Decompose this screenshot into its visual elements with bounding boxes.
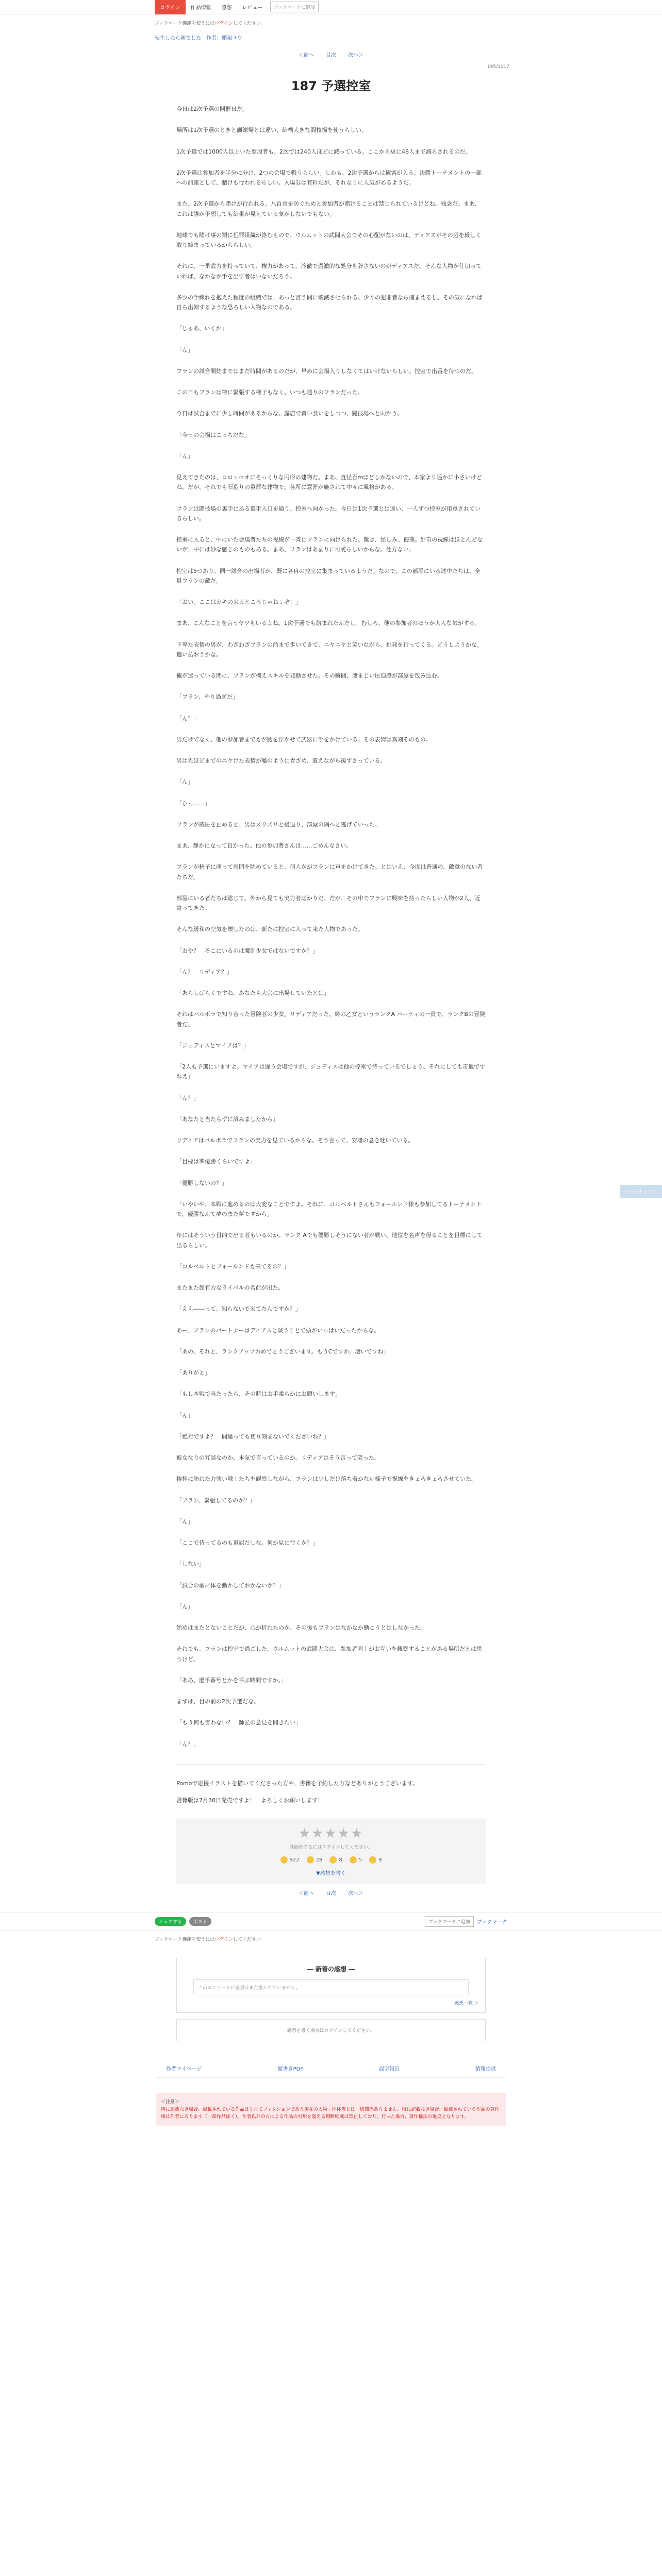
reactions xyxy=(176,1856,486,1863)
body-paragraph: 年にはそういう目的で出る者もいるのか。ランク Aでも優勝しそうにない者が戦い、地位を名声を得ることを目標にして出るらしい。 xyxy=(176,1232,483,1249)
body-paragraph: 挨拶に訪れた力強い戦士たちを観察しながら、フランは少しだけ落ち着かない様子で視線をきょろきょろさせていた。 xyxy=(176,1476,477,1483)
reaction-count: 5 xyxy=(358,1857,362,1863)
body-paragraph: 「ええ――って、知らないで来てたんですか？」 xyxy=(176,1306,301,1313)
body-paragraph: 部屋にいる者たちは総じて、外から見ても実力者ばかりだ。だが、その中でフランに興味を持ったらしい人物が2人、近寄ってきた。 xyxy=(176,894,481,911)
review-box xyxy=(176,1958,486,2013)
body-paragraph: 「ありがと」 xyxy=(176,1369,210,1376)
reaction-count: 922 xyxy=(289,1857,300,1863)
notice-suffix: してください。 xyxy=(233,21,266,26)
cry-icon xyxy=(350,1856,357,1863)
top-nav xyxy=(0,0,662,14)
body-paragraph: 「ん」 xyxy=(176,1518,193,1525)
body-paragraph: 俺が迷っている間に、フランが構えスキルを発動させた。その瞬間、凄まじい圧迫感が部屋を包み込む。 xyxy=(176,672,443,679)
body-paragraph: 男は先ほどまでのニヤけた表情が嘘のように青ざめ、震えながら後ずさっている。 xyxy=(176,757,386,764)
notice-login-link-bottom[interactable]: ログイン xyxy=(214,1937,233,1943)
body-paragraph: まずは、目の前の2次予選だな。 xyxy=(176,1698,259,1705)
body-paragraph: 「しない」 xyxy=(176,1561,205,1568)
body-paragraph: 「フラン、やり過ぎだ」 xyxy=(176,693,239,701)
notice-prefix: ブックマーク機能を使うには xyxy=(155,21,215,26)
body-paragraph: 控室に入ると、中にいた会場者たちの視線が一斉にフランに向けられた。驚き、怪しみ、侮蔑。好奇の視線はほとんどないが、中には妙な感じのものもある。まあ、フランはあまりに可愛らしいからな。仕方ない。 xyxy=(176,536,483,553)
review-more-link[interactable]: 感想一覧 ＞ xyxy=(454,2001,479,2007)
afterword xyxy=(176,1778,486,1806)
body-paragraph: 下卑た表情の男が、わざわざフランの前まで歩いてきて、ニヤニヤと笑いながら、挑発を行ってくる。どうしようかな。追い払おうかな。 xyxy=(176,641,483,658)
body-paragraph: 今日は試合までに少し時間があるからな。露店で買い食いをしつつ、闘技場へと向かう。 xyxy=(176,410,403,417)
footer-note xyxy=(156,2093,506,2126)
afterword-paragraph: Pomoで応援イラストを描いてくださった方や、書籍を予約した方などありがとうございます。 xyxy=(176,1780,418,1787)
body-paragraph: それはパルボラで知り合った冒険者の少女、リディアだった。緋の乙女というランクA パーティの一員で、ランクBの冒険者だ。 xyxy=(176,1011,485,1028)
body-paragraph: 「フラン、緊張してるのか？」 xyxy=(176,1497,256,1504)
login-button[interactable]: ログイン xyxy=(155,0,186,14)
afterword-paragraph: 書籍版は7月30日発売ですよ！ よろしくお願いします！ xyxy=(176,1797,323,1804)
pager-top xyxy=(0,50,662,58)
body-paragraph: それに、一番武力を持っていて、権力があって、冷徹で過激的な処分も辞さないのがディアスだ。そんな人物が仕切っていれば、なかなか手を出す者はいないだろう。 xyxy=(176,263,482,280)
body-paragraph: 「あの、それと、ランクアップおめでとうございます。もうCですか。凄いですね」 xyxy=(176,1348,389,1355)
notice-login-link[interactable]: ログイン xyxy=(214,21,233,26)
body-paragraph: 「優勝しないの？」 xyxy=(176,1179,227,1187)
review-login-note: 感想を書く場合はログインしてください。 xyxy=(176,2019,486,2041)
bottom-bar xyxy=(0,1912,662,1930)
next-link[interactable]: 次へ＞ xyxy=(348,53,364,58)
nav-item-reviews[interactable]: レビュー xyxy=(242,5,263,11)
page-top-button[interactable]: ページトップへ xyxy=(620,1185,662,1198)
heart-icon xyxy=(307,1856,314,1863)
body-paragraph: あー、フランのパートナーはディアスと戦うことで頭がいっぱいだったからな。 xyxy=(176,1327,380,1334)
notice-suffix-bottom: してください。 xyxy=(233,1937,266,1943)
body-paragraph: フランは闘技場の裏手にある選手入口を通り、控室へ向かった。今日は1次予選とは違い、一人ずつ控室が用意されているらしい。 xyxy=(176,505,481,522)
body-paragraph: 始めはまたとないことだが、心が折れたのか、その後もフランはなかなか動こうとはしなかった。 xyxy=(176,1624,426,1631)
body-paragraph: 「試合の前に体を動かしておかないか？」 xyxy=(176,1582,284,1589)
body-paragraph: フランの試合開始まではまだ時間があるのだが、早めに会場入りしなくてはいけないらしい。控室で出番を待つのだ。 xyxy=(176,367,477,375)
bookmark-add-button[interactable]: ブックマークに追加 xyxy=(270,2,319,12)
body-paragraph: 「絶対ですよ？ 間違っても切り刻まないでくださいね？」 xyxy=(176,1433,329,1440)
body-paragraph: 彼女なりの冗談なのか、本気で言っているのか。リディアはそう言って笑った。 xyxy=(176,1454,380,1461)
review-title: ― 新着の感想 ― xyxy=(307,1965,355,1973)
footer-note-text: 特に記載なき場合、掲載されている作品はすべてフィクションであり実在の人物・団体等とは一切関係ありません。特に記載なき場合、掲載されている作品の著作権は作者にあります（一部作品除く）。作者以外の方による作品の引用を超える無断転載は禁止しており、行った場合、著作権法の違反となります。 xyxy=(161,2107,500,2120)
footer-link-info[interactable]: 情報提供 xyxy=(475,2066,496,2073)
rating-note: 評価をするにはログインしてください。 xyxy=(289,1845,373,1851)
body-paragraph: 多少の手練れを抱えた程度の組織では、あっと言う間に壊滅させられる。少々の犯罪者なら捕まえるし、その気になれば自ら出陣するような恐ろしい人物なのである。 xyxy=(176,294,483,311)
toc-link[interactable]: 目次 xyxy=(326,53,336,58)
body-paragraph: また、2次予選から賭けが行われる。八百長を防ぐためと参加者が賭けることは禁じられているけどね。残念だ。まあ、これは誰が予想しても結果が見えている気がしないでもない。 xyxy=(176,200,481,217)
body-paragraph: 「ん」 xyxy=(176,778,193,786)
pager-bottom xyxy=(0,1889,662,1896)
body-paragraph: まあ、こんなことを言うヤツもいるよね。1次予選でも絡まれたんだし。むしろ、他の参加者のほうが大人な気がする。 xyxy=(176,620,481,627)
body-paragraph: 「今日の会場はこっちだな」 xyxy=(176,431,250,438)
body-paragraph: 「ひっ……」 xyxy=(176,800,210,807)
body-paragraph: 「おや？ そこにいるのは魔剣少女ではないですか？」 xyxy=(176,947,318,954)
body-paragraph: 「ん」 xyxy=(176,1412,193,1419)
body-paragraph: 地球でも賭け事の類に犯罪組織が絡むもので、ウルムットの武闘大会でその心配がないのは、ディアスがその辺を厳しく取り締まっているかららしい。 xyxy=(176,231,482,248)
footer-links xyxy=(156,2059,506,2078)
body-paragraph: 2次予選は参加者を半分に分け、2つの会場で戦うらしい。しかも、2次予選からは観客が入る。決勝トーナメントの一部への前座として、賭けも行われるらしい。入場券は有料だが、それなりに人気があるようだ。 xyxy=(176,169,482,186)
nav-item-impressions[interactable]: 感想 xyxy=(221,5,232,11)
footer-link-pdf[interactable]: 縦書きPDF xyxy=(277,2066,304,2073)
body-paragraph: 控室は5つあり、同一試合の出場者が、既に各自の控室に集まっているようだ。なので、この部屋にいる連中たちは、全員フランの敵だ。 xyxy=(176,567,481,584)
body-paragraph: まあ、静かになって良かった。他の参加者さんは……ごめんなさい。 xyxy=(176,842,352,849)
body-paragraph: 「もし本戦で当たったら、その時はお手柔らかにお願いします」 xyxy=(176,1391,341,1398)
bookmark-add-button-bottom[interactable]: ブックマークに追加 xyxy=(425,1916,473,1927)
next-link-bottom[interactable]: 次へ＞ xyxy=(348,1891,364,1897)
body-paragraph: 今日は2次予選の開催日だ。 xyxy=(176,106,248,112)
body-paragraph: またまた超有力なライバルの名前が出た。 xyxy=(176,1284,284,1291)
body-paragraph: この日もフランは特に緊張する様子もなく、いつも通りのフランだった。 xyxy=(176,389,363,396)
thumbs-up-icon xyxy=(280,1856,288,1863)
prev-link-bottom[interactable]: ＜前へ xyxy=(298,1891,314,1897)
body-paragraph: 「ん？」 xyxy=(176,715,199,722)
reaction-button[interactable] xyxy=(307,1856,323,1863)
body-paragraph: 「おい、ここはガキの来るところじゃねぇぞ！」 xyxy=(176,599,301,605)
body-paragraph: 「ん」 xyxy=(176,1603,193,1610)
rating-stars[interactable]: ★★★★★ xyxy=(298,1826,364,1842)
body-paragraph: 「ん」 xyxy=(176,452,193,460)
body-paragraph: それでも、フランは控室で過ごした。ウルムットの武闘大会は、参加者同士がお互いを観察することがある場所だとは思うけど。 xyxy=(176,1646,483,1663)
notice-prefix-bottom: ブックマーク機能を使うには xyxy=(155,1937,215,1943)
body-paragraph: フランが威圧を止めると、男はズリズリと後退り、部屋の隅へと逃げていった。 xyxy=(176,821,380,828)
bookmark-notice xyxy=(0,14,662,31)
body-paragraph: 「目標は準優勝くらいですよ」 xyxy=(176,1158,256,1165)
chapter-title: 187 予選控室 xyxy=(291,79,371,93)
chapter-body xyxy=(176,104,486,1749)
body-paragraph: 「もう何も言わない？ 師匠の意見を聞きたい」 xyxy=(176,1719,301,1726)
body-paragraph: 場所は1次予選のときと訓練場とは違い、結構大きな闘技場を使うらしい。 xyxy=(176,127,367,134)
toc-link-bottom[interactable]: 目次 xyxy=(326,1891,336,1897)
reaction-button[interactable] xyxy=(350,1856,362,1863)
reaction-count: 28 xyxy=(316,1857,323,1863)
rating-box xyxy=(176,1819,486,1884)
body-paragraph: 「いやいや。本戦に進めるのは大変なことですよ。それに、コルベルトさんもフォールンド様も参加してるトーナメントで、優勝なんて夢のまた夢ですから」 xyxy=(176,1200,482,1217)
body-paragraph: 「ここで待ってるのも退屈だしな。何か見に行くか？」 xyxy=(176,1539,318,1546)
footer-note-title: ＜注意＞ xyxy=(161,2099,180,2105)
body-paragraph: 「ん」 xyxy=(176,346,193,353)
body-paragraph: 「じゃあ、いくか」 xyxy=(176,325,227,332)
reaction-button[interactable] xyxy=(329,1856,342,1863)
body-paragraph: 「コルベルトとフォールンドも来てるの？」 xyxy=(176,1263,289,1270)
body-paragraph: 「ああ、選手番号とかを呼ぶ時間ですか。」 xyxy=(176,1676,287,1684)
body-paragraph: 「あらしばらくですね。あなたも大会に出場していたとは」 xyxy=(176,990,329,996)
reaction-count: 9 xyxy=(378,1857,382,1863)
prev-link[interactable]: ＜前へ xyxy=(298,53,314,58)
reaction-count: 8 xyxy=(339,1857,342,1863)
body-paragraph: 「2人も予選にいますよ。マイアは違う会場ですが、ジュディスは他の控室で待っているでしょう。それにしても奇遇ですねえ」 xyxy=(176,1063,486,1080)
nav-item-info[interactable]: 作品情報 xyxy=(190,5,211,11)
body-paragraph: フランが椅子に座って周囲を眺めていると、何人かがフランに声をかけてきた。とはいえ、今度は普通の、敵意のない者たちだ。 xyxy=(176,863,483,880)
bookmark-link[interactable]: ブックマーク xyxy=(476,1919,507,1925)
footer-link-typo[interactable]: 誤字報告 xyxy=(379,2066,400,2073)
write-impression-link[interactable]: ▼感想を書く xyxy=(316,1871,346,1877)
reaction-button[interactable] xyxy=(369,1856,382,1863)
share-button[interactable]: シェアする xyxy=(155,1917,186,1926)
body-paragraph: そんな緩和の空気を壊したのは、新たに控室に入って来た人物であった。 xyxy=(176,926,363,933)
footer-link-author[interactable]: 作者マイページ xyxy=(166,2066,202,2073)
laugh-icon xyxy=(329,1856,337,1863)
bookmark-notice-bottom xyxy=(0,1930,662,1947)
reaction-button[interactable] xyxy=(280,1856,300,1863)
body-paragraph: 「あなたと当たらずに済みましたから」 xyxy=(176,1115,278,1123)
body-paragraph: リディアはパルボラでフランの実力を見ているからな。そう言って、安堵の息を吐いている。 xyxy=(176,1137,414,1144)
post-button[interactable]: ポスト xyxy=(189,1917,211,1926)
body-paragraph: 見えてきたのは、コロッセオにそっくりな円形の建物だ。まあ、直径百mほどしかないので、本家より遥かに小さいけどね。だが、それでも石造りの重厚な建物で、各所に意匠が施されて中々に風格がある。 xyxy=(176,474,482,491)
surprise-icon xyxy=(369,1856,376,1863)
review-empty: このエピソードに感想はまだ書かれていません。 xyxy=(193,1979,469,1995)
body-paragraph: 「ジュディスとマイアは？」 xyxy=(176,1042,250,1049)
chapter-number: 195/1117 xyxy=(487,64,509,70)
body-paragraph: 「ん？」 xyxy=(176,1740,199,1748)
body-paragraph: 「ん？」 xyxy=(176,1094,199,1101)
body-paragraph: 1次予選では1000人以上いた参加者も、2次では240人ほどに減っている。ここから更に48人まで減らされるのだ。 xyxy=(176,148,471,155)
body-paragraph: 「ん？ リディア？」 xyxy=(176,968,233,975)
series-link[interactable]: 転生したら剣でした 作者：棚架ユウ xyxy=(155,36,242,41)
body-paragraph: 男だけでなく、他の参加者までもが腰を浮かせて武器に手をかけている。その表情は真剣そのもの。 xyxy=(176,736,432,743)
